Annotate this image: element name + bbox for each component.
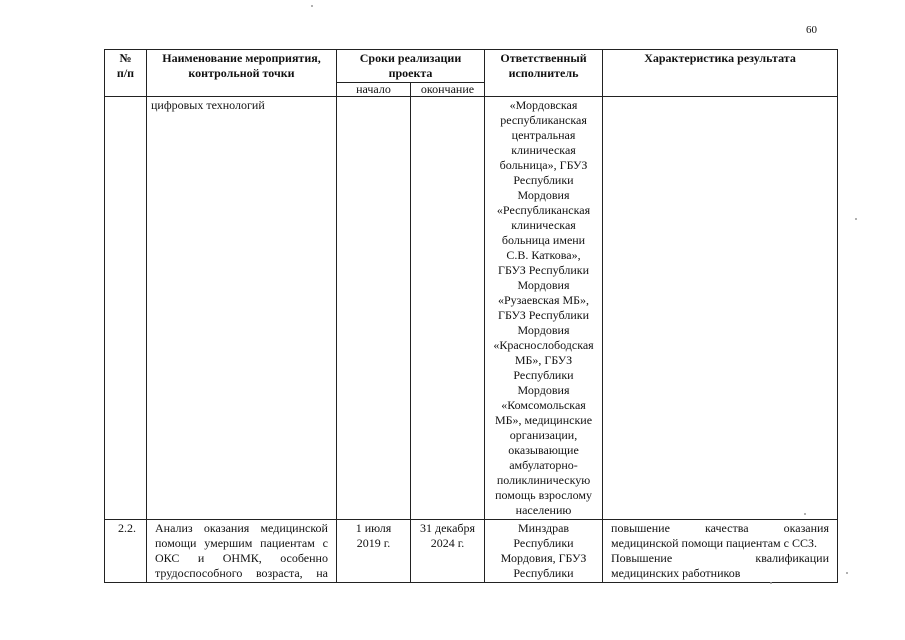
word: пациентам [260, 536, 315, 550]
scan-speck [855, 218, 857, 220]
header-end: окончание [411, 83, 485, 97]
scan-speck [846, 572, 848, 574]
row1-start [337, 97, 411, 520]
word: умершим [204, 536, 253, 550]
word: трудоспособного [155, 566, 243, 580]
executor-line: «Республиканская [496, 203, 591, 217]
executor-line: Республики [513, 173, 574, 187]
name-line [155, 551, 328, 566]
executor-line: Республики [513, 368, 574, 382]
header-executor-line1: Ответственный [500, 51, 587, 65]
executor-line: Мордовия [517, 323, 570, 337]
table-row [105, 520, 838, 583]
executor-line: «Комсомольская [501, 398, 586, 412]
executor-line: Республики [513, 536, 574, 550]
header-period-line2: проекта [388, 66, 433, 80]
word: на [316, 566, 328, 580]
row2-number-text: 2.2. [118, 521, 136, 535]
executor-line: «Краснослободская [493, 338, 594, 352]
executor-line: Мордовия [517, 383, 570, 397]
row2-result [603, 520, 838, 583]
end-line: 31 декабря [419, 521, 476, 535]
executor-line: МБ», медицинские [495, 413, 593, 427]
header-number [105, 50, 147, 97]
row1-number [105, 97, 147, 520]
start-line: 1 июля [355, 521, 392, 535]
header-name [147, 50, 337, 97]
header-name-line2: контрольной точки [188, 66, 295, 80]
executor-line: клиническая [511, 218, 576, 232]
header-executor-line2: исполнитель [508, 66, 579, 80]
scan-speck [770, 582, 772, 584]
word: и [197, 551, 205, 565]
executor-line: клиническая [511, 143, 576, 157]
executor-line: «Мордовская [509, 98, 578, 112]
executor-line: центральная [511, 128, 576, 142]
header-number-line1: № [119, 51, 132, 65]
header-period-line1: Сроки реализации [359, 51, 462, 65]
row2-start [337, 520, 411, 583]
executor-line: ГБУЗ Республики [498, 263, 589, 277]
executor-line: больница», ГБУЗ [499, 158, 588, 172]
name-line [155, 566, 328, 581]
executor-line: С.В. Каткова», [506, 248, 581, 262]
word: возраста, [255, 566, 303, 580]
word: Анализ [155, 521, 193, 535]
name-line [155, 521, 328, 536]
header-result: Характеристика результата [603, 50, 838, 97]
row2-name [147, 520, 337, 583]
result-line: медицинской помощи пациентам с ССЗ. [611, 536, 817, 550]
page-number: 60 [806, 24, 817, 36]
word: оказания [783, 521, 829, 535]
row1-name: цифровых технологий [147, 97, 337, 520]
executor-line: ГБУЗ Республики [498, 308, 589, 322]
word: повышение [611, 521, 670, 535]
end-line: 2024 г. [430, 536, 465, 550]
word: качества [704, 521, 749, 535]
executor-line: республиканская [500, 113, 587, 127]
executor-line: Минздрав [517, 521, 570, 535]
executor-line: организации, [509, 428, 578, 442]
executor-line: Мордовия, ГБУЗ [500, 551, 587, 565]
executor-line: амбулаторно- [509, 458, 578, 472]
header-executor [485, 50, 603, 97]
header-start: начало [337, 83, 411, 97]
header-number-line2: п/п [116, 66, 135, 80]
word: оказания [203, 521, 250, 535]
activities-table [104, 49, 838, 583]
word: медицинской [260, 521, 328, 535]
executor-line: оказывающие [508, 443, 579, 457]
word: с [322, 536, 328, 550]
row2-number [105, 520, 147, 583]
executor-line: МБ», ГБУЗ [514, 353, 573, 367]
word: особенно [280, 551, 328, 565]
word: помощи [155, 536, 197, 550]
scan-speck [311, 5, 313, 7]
name-line [155, 536, 328, 551]
executor-line: больница имени [501, 233, 586, 247]
word: Повышение [611, 551, 673, 565]
word: ОНМК, [222, 551, 262, 565]
executor-line: «Рузаевская МБ», [497, 293, 590, 307]
executor-line: Мордовия [517, 278, 570, 292]
executor-line: Республики [513, 566, 574, 580]
row1-executor [485, 97, 603, 520]
result-line [611, 521, 829, 536]
row2-end [411, 520, 485, 583]
table-row [105, 97, 838, 520]
executor-line: помощь взрослому [495, 488, 592, 502]
header-period [337, 50, 485, 83]
executor-line: населению [515, 503, 572, 517]
executor-line: Мордовия [517, 188, 570, 202]
row2-executor [485, 520, 603, 583]
start-line: 2019 г. [356, 536, 391, 550]
header-name-line1: Наименование мероприятия, [162, 51, 321, 65]
executor-line: поликлиническую [496, 473, 591, 487]
result-line: медицинских работников [611, 566, 741, 580]
word: ОКС [155, 551, 180, 565]
result-line [611, 551, 829, 566]
scan-speck [804, 513, 806, 515]
word: квалификации [755, 551, 830, 565]
row1-result [603, 97, 838, 520]
row1-end [411, 97, 485, 520]
